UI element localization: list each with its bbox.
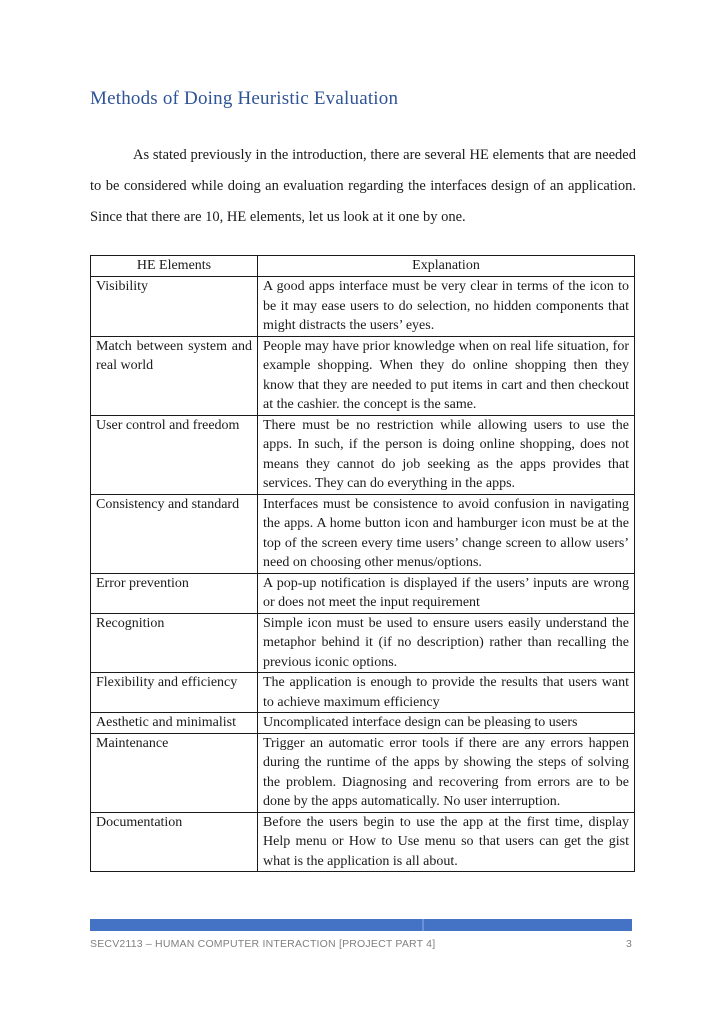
page-footer <box>90 938 632 950</box>
footer-accent-bar-segment-right <box>424 919 632 931</box>
table-row <box>91 494 635 573</box>
intro-paragraph: As stated previously in the introduction, there are several HE elements that are needed to be considered while doing an evaluation regarding the interfaces design of an application. Since that there are 10, HE elements, let us look at it one by one. <box>90 147 636 225</box>
table-row <box>91 812 635 872</box>
table-row <box>91 573 635 613</box>
explanation-cell: Trigger an automatic error tools if there are any errors happen during the runtime of the apps by showing the steps of solving the problem. Diagnosing and recovering from errors are to be done by the apps automatically. No user interruption. <box>258 733 635 812</box>
table-row <box>91 336 635 415</box>
he-element-cell: Documentation <box>91 812 258 872</box>
he-element-cell: User control and freedom <box>91 415 258 494</box>
he-element-cell: Error prevention <box>91 573 258 613</box>
explanation-cell: Simple icon must be used to ensure users easily understand the metaphor behind it (if no description) rather than recalling the previous iconic options. <box>258 613 635 673</box>
footer-page-number: 3 <box>625 938 632 950</box>
he-element-cell: Recognition <box>91 613 258 673</box>
he-element-cell: Aesthetic and minimalist <box>91 713 258 734</box>
explanation-cell: A good apps interface must be very clear in terms of the icon to be it may ease users to do selection, no hidden components that might distracts the users’ eyes. <box>258 277 635 337</box>
table-row <box>91 733 635 812</box>
table-row <box>91 713 635 734</box>
explanation-cell: People may have prior knowledge when on real life situation, for example shopping. When they do online shopping then they know that they are needed to put items in cart and then checkout at the cashier. the concept is the same. <box>258 336 635 415</box>
table-row <box>91 673 635 713</box>
footer-accent-bar <box>90 919 632 931</box>
table-header-explanation: Explanation <box>258 256 635 277</box>
table-row <box>91 613 635 673</box>
explanation-cell: Before the users begin to use the app at the first time, display Help menu or How to Use menu so that users can get the gist what is the application is all about. <box>258 812 635 872</box>
he-element-cell: Visibility <box>91 277 258 337</box>
explanation-cell: The application is enough to provide the results that users want to achieve maximum efficiency <box>258 673 635 713</box>
explanation-cell: There must be no restriction while allowing users to use the apps. In such, if the person is doing online shopping, does not means they cannot do job seeking as the apps provides that services. They can do everything in the apps. <box>258 415 635 494</box>
table-header-row <box>91 256 635 277</box>
he-element-cell: Maintenance <box>91 733 258 812</box>
footer-accent-bar-segment-left <box>90 919 422 931</box>
page-title: Methods of Doing Heuristic Evaluation <box>90 88 399 109</box>
explanation-cell: Uncomplicated interface design can be pleasing to users <box>258 713 635 734</box>
he-element-cell: Consistency and standard <box>91 494 258 573</box>
he-element-cell: Flexibility and efficiency <box>91 673 258 713</box>
explanation-cell: A pop-up notification is displayed if the users’ inputs are wrong or does not meet the input requirement <box>258 573 635 613</box>
table-header-he-elements: HE Elements <box>91 256 258 277</box>
footer-course-label: SECV2113 – HUMAN COMPUTER INTERACTION [PROJECT PART 4] <box>90 938 436 950</box>
explanation-cell: Interfaces must be consistence to avoid confusion in navigating the apps. A home button icon and hamburger icon must be at the top of the screen every time users’ change screen to allow users’ need on choosing other menus/options. <box>258 494 635 573</box>
he-elements-table <box>90 255 635 872</box>
table-row <box>91 277 635 337</box>
table-row <box>91 415 635 494</box>
he-element-cell: Match between system and real world <box>91 336 258 415</box>
